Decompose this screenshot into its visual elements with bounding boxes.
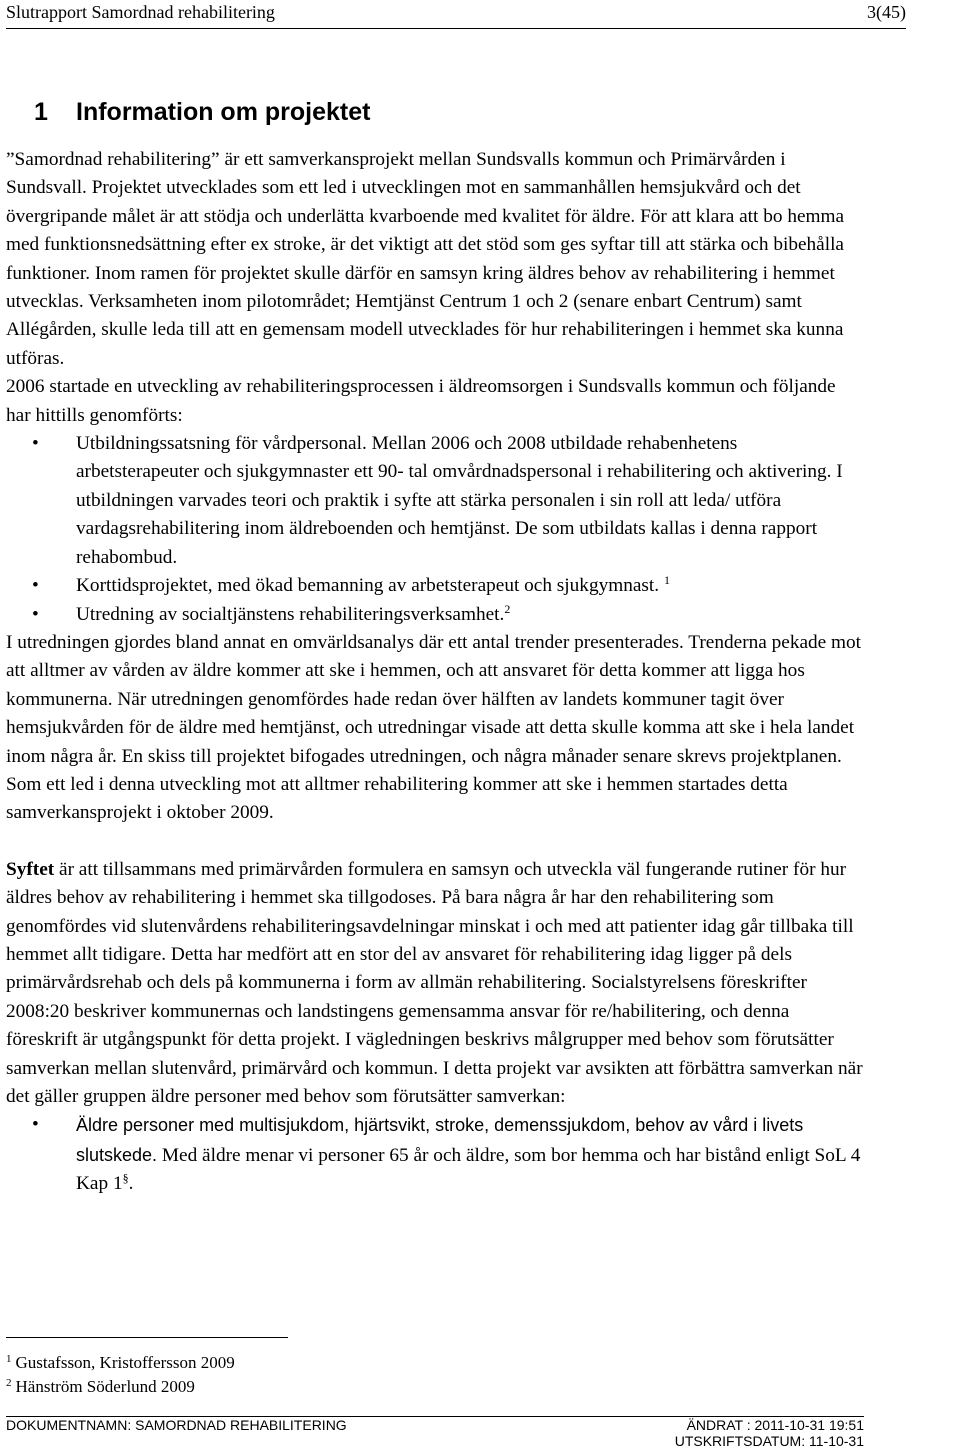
footnote-text: Hänström Söderlund 2009 [15, 1377, 195, 1396]
list-item [6, 1111, 864, 1198]
section-number: 1 [34, 98, 48, 126]
header-page-number: 3(45) [867, 2, 906, 22]
footer-print-date: UTSKRIFTSDATUM: 11-10-31 [674, 1433, 864, 1449]
purpose-label: Syftet [6, 858, 55, 880]
development-list [6, 430, 864, 629]
footnote [6, 1351, 235, 1375]
target-group-list [6, 1111, 864, 1198]
body-text [6, 146, 864, 1199]
footnote [6, 1375, 235, 1399]
footnote-number: 1 [6, 1353, 12, 1365]
footnote-separator [6, 1337, 288, 1338]
target-group-text: Äldre personer med multisjukdom, hjärtsvikt, stroke, demenssjukdom, behov av vård i livets slutskede. [76, 1115, 804, 1165]
header-title: Slutrapport Samordnad rehabilitering [6, 2, 275, 22]
intro-paragraph-3: I utredningen gjordes bland annat en omvärldsanalys där ett antal trender presenterades. Trenderna pekade mot att alltmer av vården av äldre kommer att ske i hemmen, och att ansvaret för detta kommer att ligga hos kommunerna. När utredningen genomfördes hade redan över hälften av landets kommuner tagit över hemsjukvården för de äldre med hemtjänst, och utredningar visade att detta skulle komma att ske i hela landet inom några år. En skiss till projektet bifogades utredningen, och några månader senare skrevs projektplanen. Som ett led i denna utveckling mot att alltmer rehabilitering kommer att ske i hemmen startades detta samverkansprojekt i oktober 2009. [6, 631, 862, 824]
footnote-ref: 1 [663, 573, 670, 588]
footer-changed-date: ÄNDRAT : 2011-10-31 19:51 [686, 1417, 864, 1433]
running-header [6, 2, 906, 29]
target-group-definition: Med äldre menar vi personer 65 år och äldre, som bor hemma och har bistånd enligt SoL 4 Kap 1 [76, 1144, 861, 1195]
footnote-ref: § [122, 1171, 129, 1186]
footnote-number: 2 [6, 1377, 12, 1389]
section-heading [34, 96, 370, 128]
sentence-end: . [128, 1173, 134, 1195]
footer-dates [675, 1417, 864, 1449]
list-item [6, 430, 864, 572]
list-item [6, 572, 864, 600]
section-title: Information om projektet [76, 98, 371, 126]
list-item-text: Utbildningssatsning för vårdpersonal. Mellan 2006 och 2008 utbildade rehabenhetens arbetsterapeuter och sjukgymnaster ett 90- tal omvårdnadspersonal i rehabilitering och aktivering. I utbildningen varvades teori och praktik i syfte att stärka personalen i sin roll att leda/ utföra vardagsrehabilitering inom äldreboenden och hemtjänst. De som utbildats kallas i denna rapport rehabombud. [76, 433, 843, 568]
footnote-text: Gustafsson, Kristoffersson 2009 [15, 1353, 235, 1372]
footnote-ref: 2 [504, 601, 511, 616]
list-item-text: Utredning av socialtjänstens rehabiliteringsverksamhet. [76, 603, 505, 625]
footer-document-name: DOKUMENTNAMN: SAMORDNAD REHABILITERING [6, 1417, 347, 1433]
intro-paragraph-1: ”Samordnad rehabilitering” är ett samverkansprojekt mellan Sundsvalls kommun och Primärvården i Sundsvall. Projektet utvecklades som ett led i utvecklingen mot en sammanhållen hemsjukvård och det övergripande målet är att stödja och underlätta kvarboende med kvalitet för äldre. För att klara att bo hemma med funktionsnedsättning efter ex stroke, är det viktigt att det stöd som ges syftar till att stärka och bibehålla funktioner. Inom ramen för projektet skulle därför en samsyn kring äldres behov av rehabilitering i hemmet utvecklas. Verksamheten inom pilotområdet; Hemtjänst Centrum 1 och 2 (senare enbart Centrum) samt Allégården, skulle leda till att en gemensam modell utvecklades för hur rehabiliteringen i hemmet ska kunna utföras. [6, 149, 845, 369]
list-item-text: Korttidsprojektet, med ökad bemanning av arbetsterapeut och sjukgymnast. [76, 575, 660, 597]
page-footer [6, 1416, 864, 1449]
purpose-text: är att tillsammans med primärvården formulera en samsyn och utveckla väl fungerande rutiner för hur äldres behov av rehabilitering i hemmet ska tillgodoses. På bara några år har den rehabilitering som genomfördes vid slutenvårdens rehabiliteringsavdelningar minskat i och med att patienter idag går tillbaka till hemmet allt tidigare. Detta har medfört att en stor del av ansvaret för rehabilitering idag ligger på dels primärvårdsrehab och dels på kommunerna i form av allmän rehabilitering. Socialstyrelsens föreskrifter 2008:20 beskriver kommunernas och landstingens gemensamma ansvar för re/habilitering, och denna föreskrift är utgångspunkt för detta projekt. I vägledningen beskrivs målgrupper med behov som förutsätter samverkan mellan slutenvård, primärvård och kommun. I detta projekt var avsikten att förbättra samverkan när det gäller gruppen äldre personer med behov som förutsätter samverkan: [6, 858, 863, 1107]
footnotes [6, 1351, 235, 1399]
purpose-paragraph [6, 856, 864, 1112]
intro-paragraph-2: 2006 startade en utveckling av rehabiliteringsprocessen i äldreomsorgen i Sundsvalls kommun och följande har hittills genomförts: [6, 376, 836, 426]
list-item [6, 601, 864, 629]
